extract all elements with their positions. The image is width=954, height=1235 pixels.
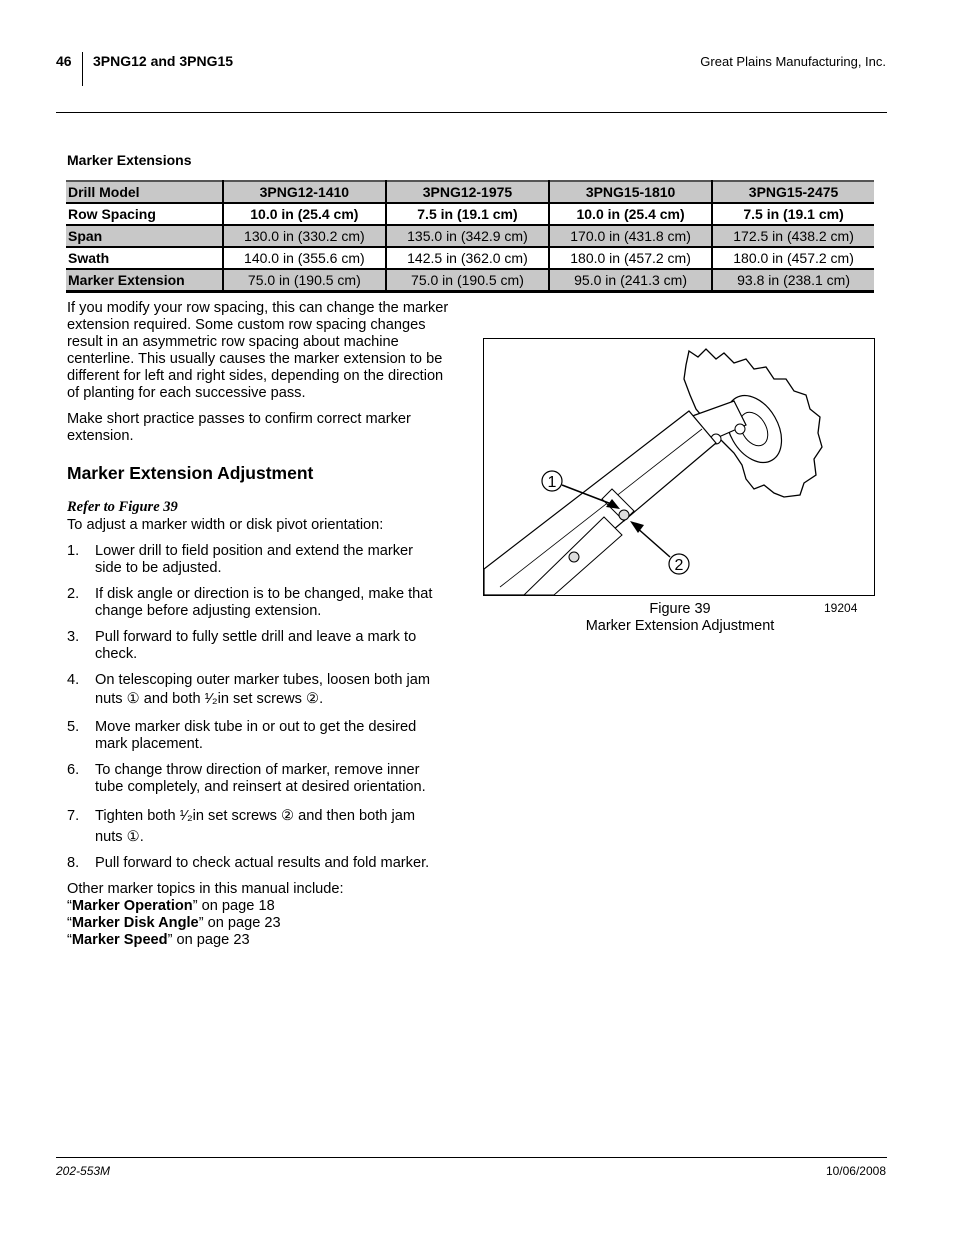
table-cell: 95.0 in (241.3 cm): [549, 269, 712, 292]
step-text: Move marker disk tube in or out to get the desired: [95, 719, 417, 735]
jam-nut-icon: [619, 510, 629, 520]
figure-39: [483, 338, 875, 596]
step-number: 1.: [67, 543, 80, 559]
callout-2-leader: [636, 527, 670, 557]
table-header-cell: 3PNG12-1975: [386, 181, 549, 203]
step-text: On telescoping outer marker tubes, loosen both jam: [95, 672, 431, 688]
list-item: [67, 855, 459, 872]
figure-reference: Refer to Figure 39: [67, 499, 178, 515]
step-text: mark placement.: [95, 736, 203, 752]
intro-paragraph: If you modify your row spacing, this can change the marker extension required. Some custom row spacing changes result in an asymmetric row spacing about machine centerline. This usually causes the marker extension to be different for left and right sides, depending on the direction of planting for each successive pass.: [67, 300, 449, 401]
other-topics-intro: Other marker topics in this manual include:: [67, 881, 344, 897]
topic-link[interactable]: “Marker Speed” on page 23: [67, 932, 250, 948]
figure-caption: [483, 601, 877, 635]
table-caption: Marker Extensions: [67, 152, 192, 168]
table-cell: 75.0 in (190.5 cm): [386, 269, 549, 292]
step-text: If disk angle or direction is to be changed, make that: [95, 586, 433, 602]
step-text: Tighten both ¹⁄₂in set screws ② and then both jam: [95, 808, 415, 824]
step-text: check.: [95, 646, 138, 662]
table-cell: 135.0 in (342.9 cm): [386, 225, 549, 247]
table-cell: 180.0 in (457.2 cm): [712, 247, 874, 269]
figure-title: Marker Extension Adjustment: [585, 618, 775, 634]
table-cell: 172.5 in (438.2 cm): [712, 225, 874, 247]
table-cell: Row Spacing: [66, 203, 223, 225]
document-number: 202-553M: [56, 1164, 111, 1178]
step-text: Pull forward to fully settle drill and leave a mark to: [95, 629, 417, 645]
step-text: change before adjusting extension.: [95, 603, 322, 619]
table-header-row: [66, 181, 874, 203]
step-text: tube completely, and reinsert at desired orientation.: [95, 779, 426, 795]
arrow-icon: [630, 521, 644, 533]
table-cell: 75.0 in (190.5 cm): [223, 269, 386, 292]
company-name: Great Plains Manufacturing, Inc.: [700, 54, 886, 69]
marker-extensions-table: [66, 180, 874, 293]
list-item: [67, 719, 459, 753]
publication-date: 10/06/2008: [825, 1164, 886, 1178]
figure-number: Figure 39: [649, 601, 711, 617]
table-cell: Span: [66, 225, 223, 247]
list-item: [67, 629, 459, 663]
table-cell: 10.0 in (25.4 cm): [223, 203, 386, 225]
list-item: [67, 672, 459, 708]
callout-1-label: 1: [547, 474, 557, 491]
step-text: To change throw direction of marker, remove inner: [95, 762, 420, 778]
manual-model: 3PNG12 and 3PNG15: [93, 53, 234, 69]
page-number: 46: [56, 53, 72, 69]
step-text: Pull forward to check actual results and fold marker.: [95, 855, 430, 871]
table-header-cell: 3PNG12-1410: [223, 181, 386, 203]
set-screw-icon: [569, 552, 579, 562]
topic-title: Marker Operation: [71, 898, 193, 914]
list-item: [67, 543, 459, 577]
footer-rule: [56, 1157, 887, 1158]
table-cell: Swath: [66, 247, 223, 269]
list-item: [67, 586, 459, 620]
table-cell: 93.8 in (238.1 cm): [712, 269, 874, 292]
table-cell: 10.0 in (25.4 cm): [549, 203, 712, 225]
step-number: 4.: [67, 672, 80, 688]
step-number: 6.: [67, 762, 80, 778]
table-cell: 7.5 in (19.1 cm): [712, 203, 874, 225]
topic-title: Marker Disk Angle: [71, 915, 199, 931]
table-row: [66, 269, 874, 292]
step-text: Lower drill to field position and extend the marker: [95, 543, 413, 559]
section-heading: Marker Extension Adjustment: [67, 463, 314, 483]
table-header-cell: 3PNG15-2475: [712, 181, 874, 203]
topic-link[interactable]: “Marker Disk Angle” on page 23: [67, 915, 281, 931]
callout-2-label: 2: [674, 557, 684, 574]
topic-page: on page 23: [176, 932, 250, 948]
step-text: nuts ① and both ¹⁄₂in set screws ②.: [95, 691, 324, 707]
header-divider: [82, 52, 83, 86]
table-cell: 142.5 in (362.0 cm): [386, 247, 549, 269]
step-text: nuts ①.: [95, 829, 144, 845]
step-number: 7.: [67, 808, 80, 824]
step-number: 3.: [67, 629, 80, 645]
procedure-intro: To adjust a marker width or disk pivot orientation:: [67, 517, 384, 533]
table-cell: 130.0 in (330.2 cm): [223, 225, 386, 247]
topic-page: on page 18: [201, 898, 275, 914]
topic-title: Marker Speed: [71, 932, 168, 948]
table-header-cell: Drill Model: [66, 181, 223, 203]
topic-page: on page 23: [207, 915, 281, 931]
marker-illustration: [484, 339, 874, 595]
intro-paragraph: Make short practice passes to confirm correct marker extension.: [67, 411, 411, 444]
table-row: [66, 247, 874, 269]
table-cell: 170.0 in (431.8 cm): [549, 225, 712, 247]
table-header-cell: 3PNG15-1810: [549, 181, 712, 203]
table-cell: 7.5 in (19.1 cm): [386, 203, 549, 225]
table-cell: Marker Extension: [66, 269, 223, 292]
step-number: 5.: [67, 719, 80, 735]
header-rule: [56, 112, 887, 113]
table-cell: 180.0 in (457.2 cm): [549, 247, 712, 269]
table-cell: 140.0 in (355.6 cm): [223, 247, 386, 269]
table-row: [66, 203, 874, 225]
step-number: 8.: [67, 855, 80, 871]
step-number: 2.: [67, 586, 80, 602]
other-topics: [67, 881, 459, 949]
image-number: 19204: [824, 601, 858, 615]
list-item: [67, 808, 459, 846]
bolt-icon: [735, 424, 745, 434]
list-item: [67, 762, 459, 796]
step-text: side to be adjusted.: [95, 560, 222, 576]
table-row: [66, 225, 874, 247]
topic-link[interactable]: “Marker Operation” on page 18: [67, 898, 275, 914]
